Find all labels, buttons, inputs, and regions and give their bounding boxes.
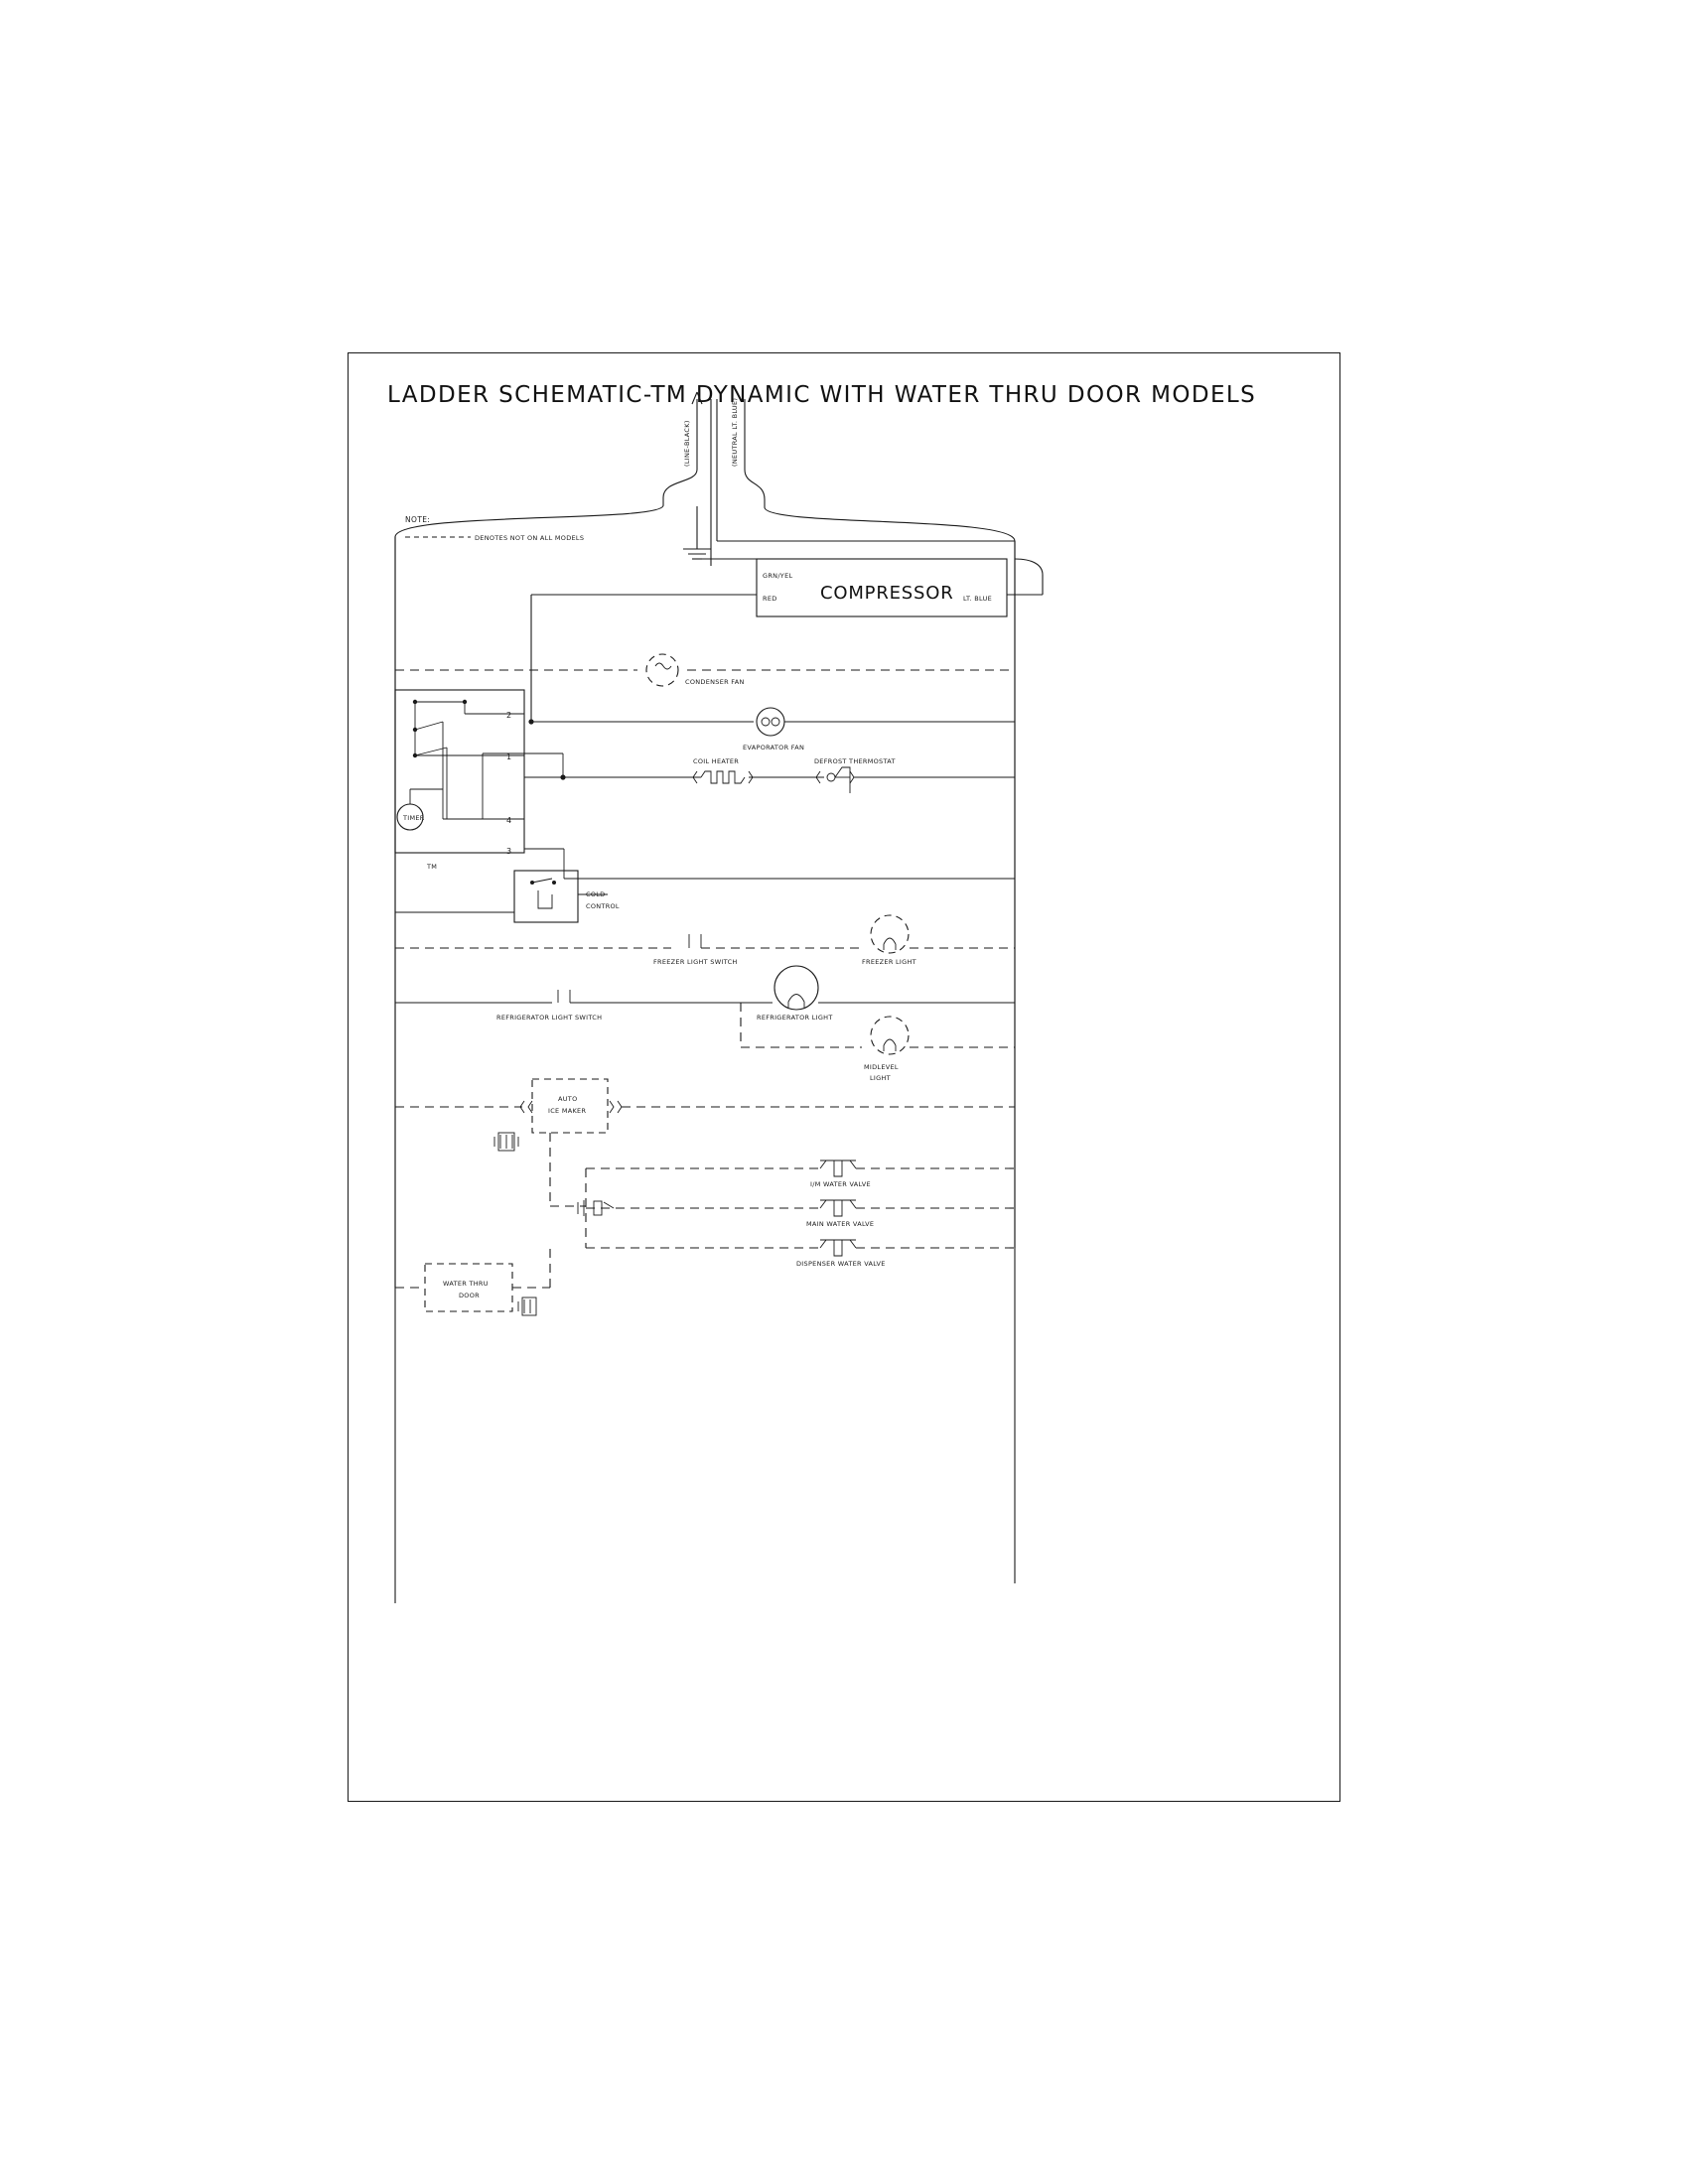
defrost-rung [563,757,1015,793]
midlevel-light-label-1: MIDLEVEL [864,1063,899,1071]
evaporator-fan-rung [531,708,1015,751]
red-label: RED [763,595,777,603]
ladder-schematic [348,352,1340,1802]
ice-maker-label-2: ICE MAKER [548,1107,587,1115]
timer-motor-label: TIMER [403,814,425,822]
ice-maker-label-1: AUTO [558,1095,578,1103]
note-label: NOTE: [405,515,431,524]
timer-terminal-2: 2 [506,711,512,720]
timer-block [395,690,1015,879]
ice-maker-connector [494,1133,518,1151]
refrigerator-light-label: REFRIGERATOR LIGHT [757,1014,833,1022]
freezer-light-switch-label: FREEZER LIGHT SWITCH [653,958,738,966]
water-door-connector [518,1297,536,1315]
dispenser-water-valve-label: DISPENSER WATER VALVE [796,1260,886,1268]
water-thru-door-label-1: WATER THRU [443,1280,489,1288]
refrigerator-light-rung [395,966,1015,1082]
cold-control-label-2: CONTROL [586,902,620,910]
im-water-valve-label: I/M WATER VALVE [810,1180,871,1188]
freezer-light-rung [395,915,1015,966]
compressor-block [531,559,1043,722]
line-black-label: (LINE-BLACK) [683,420,691,467]
timer-terminal-4: 4 [506,816,512,825]
condenser-fan-rung [395,654,1015,686]
cold-control-label-1: COLD [586,890,606,898]
ice-maker-rung [395,1079,1015,1206]
freezer-light-label: FREEZER LIGHT [862,958,916,966]
water-thru-door-label-2: DOOR [459,1292,480,1299]
page-title: LADDER SCHEMATIC-TM DYNAMIC WITH WATER THRU DOOR MODELS [387,382,1257,408]
neutral-label: (NEUTRAL LT. BLUE) [731,397,739,467]
lt-blue-label: LT. BLUE [963,595,993,603]
coil-heater-label: COIL HEATER [693,757,740,765]
water-thru-door-block [395,1248,550,1315]
refrigerator-light-switch-label: REFRIGERATOR LIGHT SWITCH [496,1014,603,1022]
compressor-label: COMPRESSOR [820,583,954,604]
defrost-thermostat-label: DEFROST THERMOSTAT [814,757,896,765]
timer-terminal-1: 1 [506,752,512,761]
evaporator-fan-label: EVAPORATOR FAN [743,744,805,751]
timer-label: TM [427,863,438,871]
power-supply [395,392,1015,1603]
midlevel-light-label-2: LIGHT [870,1074,891,1082]
grn-yel-label: GRN/YEL [763,572,793,580]
main-water-valve-label: MAIN WATER VALVE [806,1220,875,1228]
note-text: DENOTES NOT ON ALL MODELS [475,534,585,542]
timer-terminal-3: 3 [506,847,512,856]
condenser-fan-label: CONDENSER FAN [685,678,745,686]
water-valve-group [578,1160,1015,1268]
